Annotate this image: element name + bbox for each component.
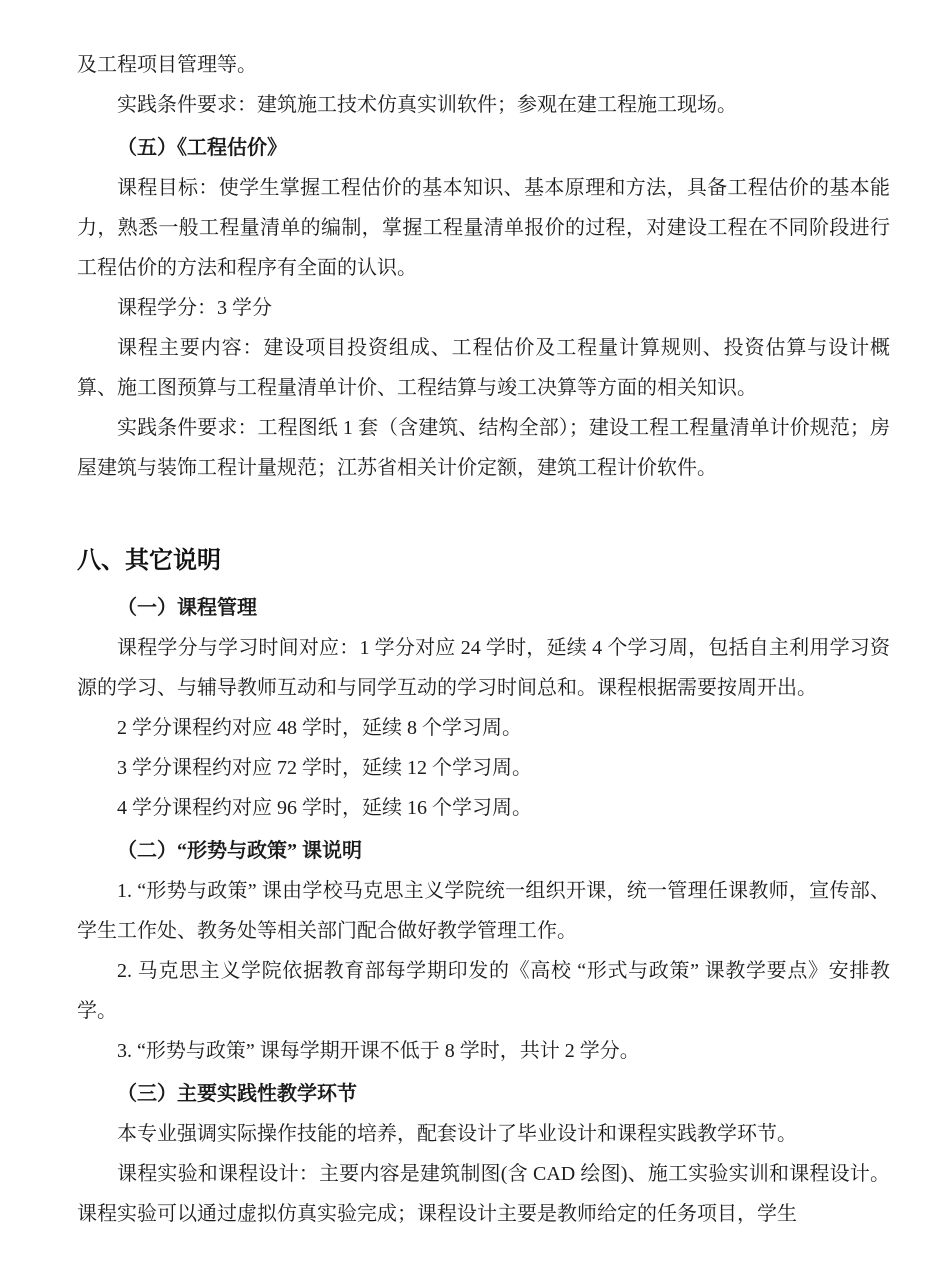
paragraph-continuation: 及工程项目管理等。 <box>77 54 257 76</box>
paragraph: 3 学分课程约对应 72 学时，延续 12 个学习周。 <box>117 757 532 779</box>
paragraph: 4 学分课程约对应 96 学时，延续 16 个学习周。 <box>117 797 532 819</box>
paragraph: 2 学分课程约对应 48 学时，延续 8 个学习周。 <box>117 717 522 739</box>
subsection-heading: （五）《工程估价》 <box>117 137 287 159</box>
paragraph: 3. “形势与政策” 课每学期开课不低于 8 学时，共计 2 学分。 <box>117 1040 640 1062</box>
paragraph: 课程目标：使学生掌握工程估价的基本知识、基本原理和方法，具备工程估价的基本能力，熟悉一般工程量清单的编制，掌握工程量清单报价的过程，对建设工程在不同阶段进行工程估价的方法和程序有全面的认识。 <box>77 177 890 279</box>
paragraph: 课程学分与学习时间对应：1 学分对应 24 学时，延续 4 个学习周，包括自主利用学习资源的学习、与辅导教师互动和与同学互动的学习时间总和。课程根据需要按周开出。 <box>77 637 890 699</box>
paragraph: 课程实验和课程设计：主要内容是建筑制图(含 CAD 绘图)、施工实验实训和课程设计。课程实验可以通过虚拟仿真实验完成；课程设计主要是教师给定的任务项目，学生 <box>77 1163 890 1225</box>
paragraph: 实践条件要求：工程图纸 1 套（含建筑、结构全部）；建设工程工程量清单计价规范；房屋建筑与装饰工程计量规范；江苏省相关计价定额，建筑工程计价软件。 <box>77 417 890 479</box>
subsection-heading: （一）课程管理 <box>117 597 257 619</box>
paragraph: 课程学分：3 学分 <box>117 297 272 319</box>
subsection-heading: （三）主要实践性教学环节 <box>117 1083 357 1105</box>
section-heading: 八、其它说明 <box>77 548 221 574</box>
paragraph: 实践条件要求：建筑施工技术仿真实训软件；参观在建工程施工现场。 <box>117 94 737 116</box>
paragraph: 2. 马克思主义学院依据教育部每学期印发的《高校 “形式与政策” 课教学要点》安排教学。 <box>77 960 890 1022</box>
document-body <box>77 45 890 1234</box>
paragraph: 课程主要内容：建设项目投资组成、工程估价及工程量计算规则、投资估算与设计概算、施工图预算与工程量清单计价、工程结算与竣工决算等方面的相关知识。 <box>77 337 890 399</box>
paragraph: 1. “形势与政策” 课由学校马克思主义学院统一组织开课，统一管理任课教师，宣传部、学生工作处、教务处等相关部门配合做好教学管理工作。 <box>77 880 890 942</box>
paragraph: 本专业强调实际操作技能的培养，配套设计了毕业设计和课程实践教学环节。 <box>117 1123 797 1145</box>
subsection-heading: （二）“形势与政策” 课说明 <box>117 840 362 862</box>
